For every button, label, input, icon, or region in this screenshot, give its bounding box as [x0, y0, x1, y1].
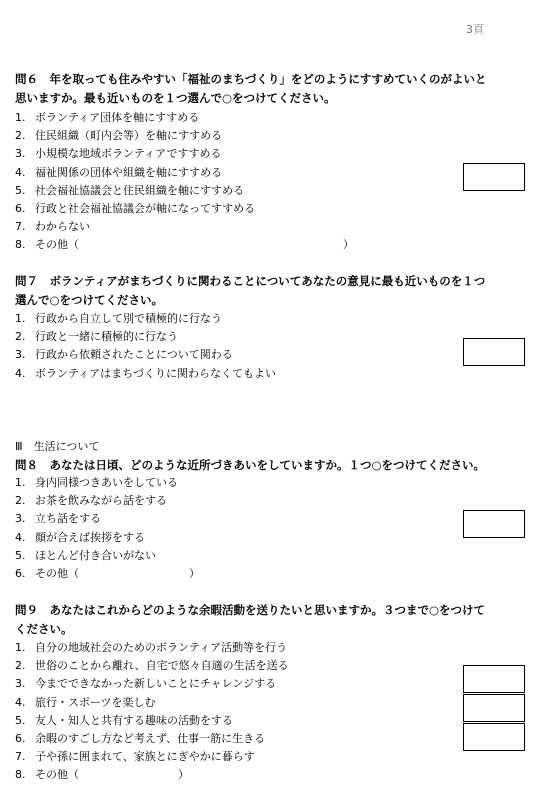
option-number: 2. — [15, 330, 26, 344]
option-number: 4. — [15, 695, 26, 709]
q9-option-4 — [15, 694, 156, 712]
option-number: 7. — [15, 220, 26, 234]
option-text: わからない — [35, 220, 90, 234]
option-text: 顔が合えば挨拶をする — [35, 530, 145, 544]
option-text: その他（ ） — [35, 567, 200, 580]
option-text: 余暇のすごし方など考えず、仕事一筋に生きる — [35, 732, 266, 745]
option-text: 小規模な地域ボランティアですすめる — [35, 147, 222, 161]
option-text: 社会福祉協議会と住民組織を軸にすすめる — [35, 183, 245, 197]
q6-option-4 — [15, 164, 222, 182]
option-text: 友人・知人と共有する趣味の活動をする — [35, 713, 233, 727]
option-text: 立ち話をする — [35, 512, 101, 526]
q6-option-8 — [15, 236, 354, 254]
q7-answer-box[interactable] — [463, 338, 525, 366]
q9-option-1 — [15, 639, 287, 657]
option-text: 子や孫に囲まれて、家族とにぎやかに暮らす — [35, 750, 255, 764]
option-number: 2. — [15, 659, 26, 673]
option-number: 5. — [15, 183, 26, 197]
q9-answer-box-2[interactable] — [463, 694, 525, 722]
option-number: 5. — [15, 713, 26, 727]
option-number: 6. — [15, 732, 26, 745]
q6-option-6 — [15, 200, 255, 218]
option-number: 4. — [15, 165, 26, 179]
q7-title: 問７ ボランティアがまちづくりに関わることについてあなたの意見に最も近いものを１つ選んで○をつけてください。 — [15, 274, 486, 307]
q9-title: 問９ あなたはこれからどのような余暇活動を送りたいと思いますか。３つまで○をつけてください。 — [15, 603, 486, 636]
q6-option-2 — [15, 127, 222, 145]
option-text: 旅行・スポーツを楽しむ — [35, 695, 156, 709]
section-title: Ⅲ 生活について — [15, 440, 100, 453]
option-text: 身内同様つきあいをしている — [35, 476, 178, 489]
q9-option-6 — [15, 730, 265, 748]
q8-option-2 — [15, 492, 167, 510]
q6-answer-box[interactable] — [463, 163, 525, 191]
q7-option-2 — [15, 328, 178, 346]
option-text: 行政から自立して別で積極的に行なう — [35, 312, 222, 325]
q8-option-4 — [15, 529, 145, 547]
option-number: 6. — [15, 567, 26, 580]
q9-option-3 — [15, 675, 276, 693]
option-number: 1. — [15, 641, 26, 654]
q9-answer-box-1[interactable] — [463, 665, 525, 693]
q6-option-3 — [15, 145, 222, 163]
option-number: 1. — [15, 476, 26, 489]
option-text: 行政と一緒に積極的に行なう — [35, 330, 178, 344]
option-number: 5. — [15, 548, 26, 562]
option-text: その他（ ） — [35, 768, 189, 782]
option-number: 3. — [15, 677, 26, 691]
option-number: 3. — [15, 348, 26, 362]
q6-option-7 — [15, 218, 90, 236]
option-number: 8. — [15, 768, 26, 782]
option-number: 4. — [15, 366, 26, 380]
q8-option-1 — [15, 474, 178, 492]
option-number: 2. — [15, 494, 26, 508]
q9-option-8 — [15, 766, 189, 784]
q8-option-3 — [15, 510, 101, 528]
option-text: 世俗のことから離れ、自宅で悠々自適の生活を送る — [35, 659, 289, 673]
option-text: 住民組織（町内会等）を軸にすすめる — [35, 129, 223, 143]
q7-option-4 — [15, 365, 276, 383]
page-number: 3頁 — [466, 23, 484, 36]
q9-option-7 — [15, 748, 255, 766]
option-text: 自分の地域社会のためのボランティア活動等を行う — [35, 641, 288, 654]
option-text: 福祉関係の団体や組織を軸にすすめる — [35, 165, 223, 179]
option-text: 行政から依頼されたことについて関わる — [35, 348, 233, 362]
q6-title: 問６ 年を取っても住みやすい「福祉のまちづくり」をどのようにすすめていくのがよいと思いますか。最も近いものを１つ選んで○をつけてください。 — [15, 72, 487, 105]
option-text: 今までできなかった新しいことにチャレンジする — [35, 677, 277, 691]
option-text: 行政と社会福祉協議会が軸になってすすめる — [35, 202, 256, 215]
option-text: お茶を飲みながら話をする — [35, 494, 167, 508]
option-number: 1. — [15, 312, 26, 325]
q8-option-5 — [15, 547, 156, 565]
option-number: 3. — [15, 512, 26, 526]
q9-option-2 — [15, 657, 289, 675]
q9-option-5 — [15, 712, 233, 730]
q8-title: 問８ あなたは日頃、どのような近所づきあいをしていますか。１つ○をつけてください。 — [15, 458, 486, 472]
q7-option-3 — [15, 346, 233, 364]
q7-option-1 — [15, 310, 222, 328]
option-number: 2. — [15, 129, 26, 143]
option-number: 3. — [15, 147, 26, 161]
option-number: 1. — [15, 111, 26, 124]
q6-option-1 — [15, 109, 199, 127]
option-number: 8. — [15, 238, 26, 252]
q9-answer-box-3[interactable] — [463, 723, 525, 751]
q8-option-6 — [15, 565, 200, 583]
option-text: ほとんど付き合いがない — [35, 548, 156, 562]
option-text: その他（ ） — [35, 238, 354, 252]
option-number: 7. — [15, 750, 26, 764]
q8-answer-box[interactable] — [463, 510, 525, 538]
option-number: 6. — [15, 202, 26, 215]
option-text: ボランティア団体を軸にすすめる — [35, 111, 200, 124]
option-number: 4. — [15, 530, 26, 544]
q6-option-5 — [15, 182, 244, 200]
option-text: ボランティアはまちづくりに関わらなくてもよい — [35, 366, 277, 380]
